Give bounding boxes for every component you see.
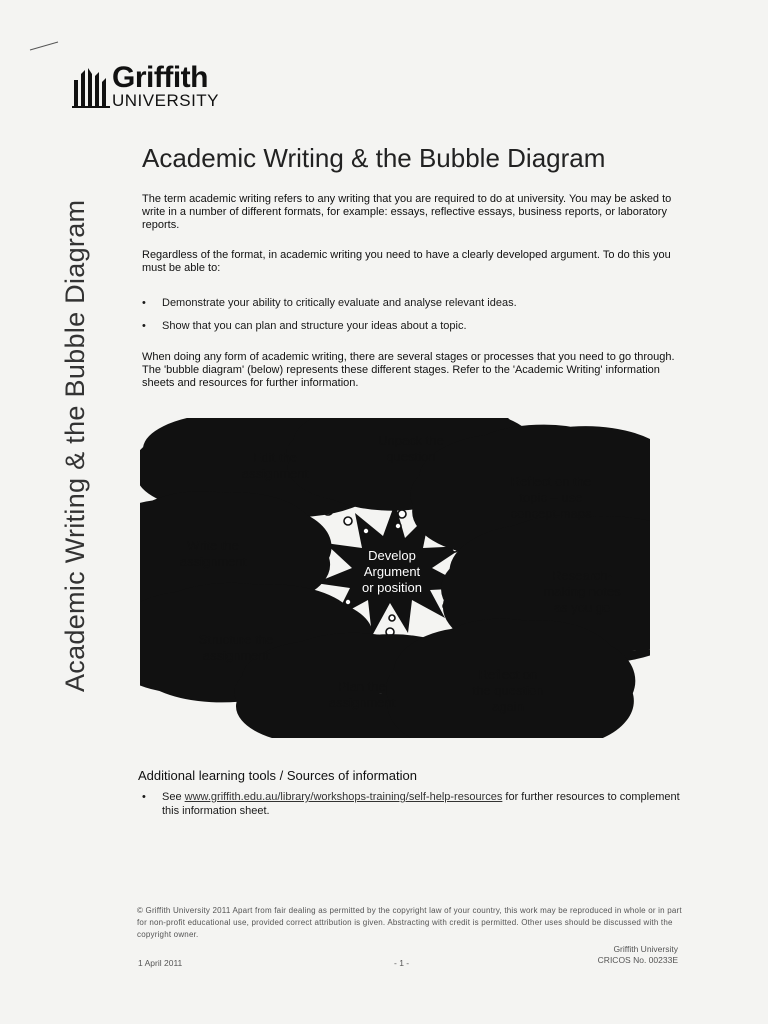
institution-name: Griffith University <box>613 944 678 954</box>
logo-wordmark: Griffith <box>112 61 208 94</box>
bubble-label: Reflect on <box>478 667 538 682</box>
bubble-label: Structure the <box>198 632 274 647</box>
griffith-logo-icon <box>72 66 112 108</box>
section-heading: Additional learning tools / Sources of information <box>138 768 417 783</box>
page-number: - 1 - <box>394 958 410 968</box>
footer-date: 1 April 2011 <box>138 958 183 968</box>
page-title: Academic Writing & the Bubble Diagram <box>142 143 606 173</box>
bubble-label: Research- <box>552 568 612 583</box>
logo-subtitle: UNIVERSITY <box>112 91 220 110</box>
list-item-text: Demonstrate your ability to critically evaluate and analyse relevant ideas. <box>162 297 517 309</box>
bubble-label: concept maps <box>510 506 592 521</box>
bubble-label: topic – use <box>519 490 583 505</box>
intro-paragraph-3: When doing any form of academic writing, there are several stages or processes that you need to go through. The 'bubble diagram' (below) represents these different stages. Refer to the 'Academic Writing' information sheets and resources for further information. <box>142 351 675 389</box>
bubble-label: Plan the <box>338 679 386 694</box>
bubble-label: assignment <box>328 695 396 710</box>
bubble-label: assignment <box>241 466 309 481</box>
copyright-notice: © Griffith University 2011 Apart from fair dealing as permitted by the copyright law of your country, this work may be reproduced in whole or in part for non-profit educational use, provided correct attribution is given. Abstracting with credit is permitted. Other uses should be discussed with the copyright owner. <box>137 906 682 939</box>
bubble-label: as you go <box>553 600 611 615</box>
bubble-label: Write the <box>187 538 239 553</box>
see-text: See <box>162 791 185 803</box>
bubble-label: making notes <box>543 584 621 599</box>
resources-link[interactable]: www.griffith.edu.au/library/workshops-training/self-help-resources <box>184 791 503 803</box>
center-label-line-1: Develop <box>368 548 416 563</box>
bullet-icon: • <box>142 297 146 309</box>
bullet-icon: • <box>142 320 146 332</box>
bubble-label: Edit the <box>252 450 298 465</box>
bubble-label: assignment <box>202 648 270 663</box>
intro-paragraph-2: Regardless of the format, in academic writing you need to have a clearly developed argument. To do this you must be able to: <box>142 249 671 274</box>
center-label-line-2: Argument <box>363 564 421 579</box>
bubble-label: assignment <box>179 554 247 569</box>
bubble-label: question <box>386 449 436 464</box>
footer-institution <box>540 944 678 966</box>
bubble-diagram <box>140 418 650 738</box>
cricos-number: CRICOS No. 00233E <box>597 955 678 965</box>
list-item-text: Show that you can plan and structure your ideas about a topic. <box>162 320 467 332</box>
pen-mark <box>28 36 68 56</box>
center-label-line-3: or position <box>362 580 422 595</box>
intro-paragraph-1: The term academic writing refers to any writing that you are required to do at university. You may be asked to write in a number of different formats, for example: essays, reflective essays, business reports, or laboratory reports. <box>142 193 672 231</box>
after-link-text: for further resources to complement this information sheet. <box>162 791 680 817</box>
bubble-label: again <box>492 699 524 714</box>
bubble-label: the question <box>472 683 544 698</box>
bullet-icon: • <box>142 791 146 803</box>
bubble-label: Reflect on the <box>510 474 592 489</box>
bubble-label: Unpack the <box>378 433 444 448</box>
sidebar-vertical-title: Academic Writing & the Bubble Diagram <box>60 199 90 692</box>
